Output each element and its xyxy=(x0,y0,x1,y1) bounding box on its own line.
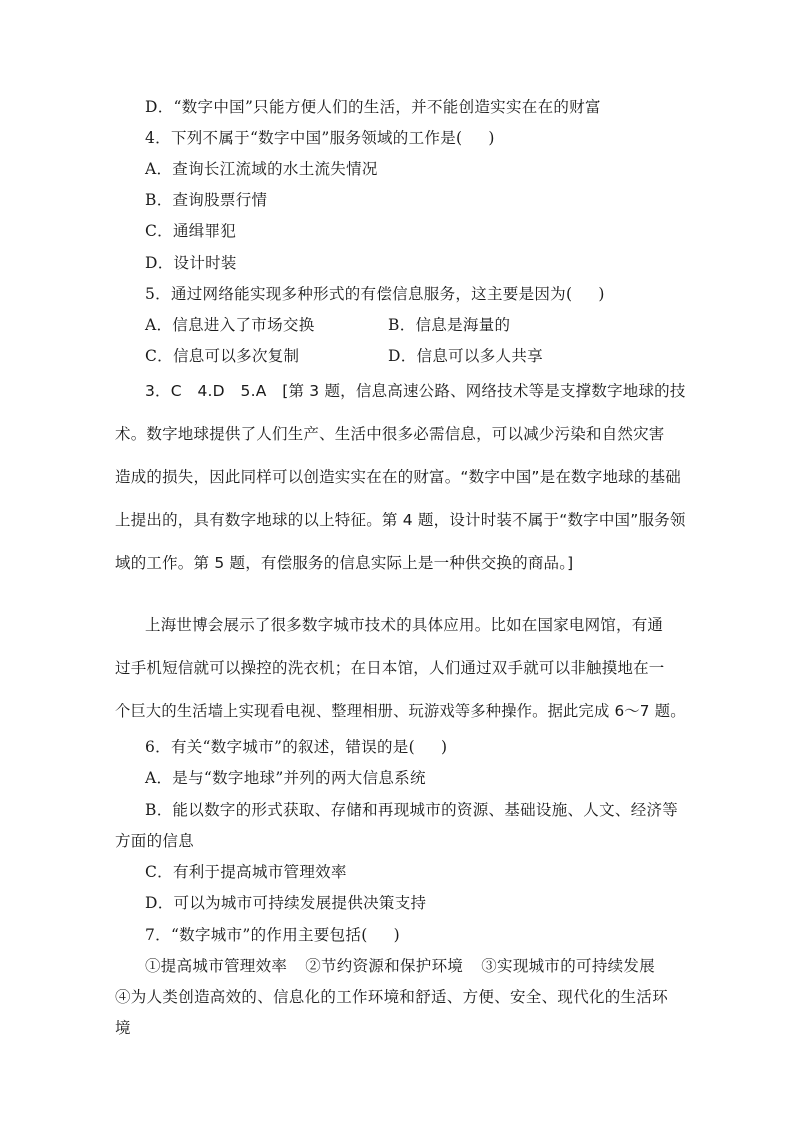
q4-option-d: D．设计时装 xyxy=(145,254,237,272)
q6-stem-text: 6．有关“数字城市”的叙述，错误的是( xyxy=(145,738,415,756)
q7-item-3: ③实现城市的可持续发展 xyxy=(481,957,656,975)
q5-stem-text: 5．通过网络能实现多种形式的有偿信息服务，这主要是因为( xyxy=(145,285,573,303)
q6-option-b-line-1: B．能以数字的形式获取、存储和再现城市的资源、基础设施、人文、经济等 xyxy=(145,801,679,819)
answer-line-1: 3．C 4.D 5.A [第 3 题，信息高速公路、网络技术等是支撑数字地球的技 xyxy=(145,382,686,400)
answer-line-4: 上提出的，具有数字地球的以上特征。第 4 题，设计时装不属于“数字中国”服务领 xyxy=(115,511,686,529)
passage-line-2: 过手机短信就可以操控的洗衣机；在日本馆，人们通过双手就可以非触摸地在一 xyxy=(115,659,665,677)
q6-option-b-line-2: 方面的信息 xyxy=(115,832,195,850)
q4-stem-text: 4．下列不属于“数字中国”服务领域的工作是( xyxy=(145,129,463,147)
q5-options-row-2 xyxy=(145,346,543,366)
q5-stem xyxy=(145,284,605,304)
q5-options-row-1 xyxy=(145,315,511,335)
q4-stem xyxy=(145,128,495,148)
q7-item-4-line-1: ④为人类创造高效的、信息化的工作环境和舒适、方便、安全、现代化的生活环 xyxy=(115,988,669,1006)
q7-item-1: ①提高城市管理效率 xyxy=(145,957,288,975)
q7-stem-close: ) xyxy=(393,926,400,944)
answer-line-2: 术。数字地球提供了人们生产、生活中很多必需信息，可以减少污染和自然灾害 xyxy=(115,425,665,443)
passage-line-1: 上海世博会展示了很多数字城市技术的具体应用。比如在国家电网馆，有通 xyxy=(145,616,664,634)
q4-option-b: B．查询股票行情 xyxy=(145,191,268,209)
q5-stem-close: ) xyxy=(598,285,605,303)
q5-option-d: D．信息可以多人共享 xyxy=(388,347,543,365)
q7-stem-text: 7．“数字城市”的作用主要包括( xyxy=(145,926,368,944)
answer-line-3: 造成的损失，因此同样可以创造实实在在的财富。“数字中国”是在数字地球的基础 xyxy=(115,468,681,486)
q7-item-2: ②节约资源和保护环境 xyxy=(305,957,464,975)
q4-option-c: C．通缉罪犯 xyxy=(145,222,237,240)
q4-stem-close: ) xyxy=(488,129,495,147)
q6-option-c: C．有利于提高城市管理效率 xyxy=(145,863,347,881)
q7-stem xyxy=(145,925,400,945)
passage-line-3: 个巨大的生活墙上实现看电视、整理相册、玩游戏等多种操作。据此完成 6～7 题。 xyxy=(115,702,686,720)
q6-option-d: D．可以为城市可持续发展提供决策支持 xyxy=(145,894,427,912)
q6-stem-close: ) xyxy=(440,738,448,756)
q5-option-c: C．信息可以多次复制 xyxy=(145,347,300,365)
q7-items-row xyxy=(145,956,655,976)
q5-option-b: B．信息是海量的 xyxy=(388,316,511,334)
q5-option-a: A．信息进入了市场交换 xyxy=(145,316,315,334)
q7-item-4-line-2: 境 xyxy=(115,1019,131,1037)
q3-option-d: D．“数字中国”只能方便人们的生活，并不能创造实实在在的财富 xyxy=(145,98,601,116)
q4-option-a: A．查询长江流域的水土流失情况 xyxy=(145,160,378,178)
q6-stem xyxy=(145,737,447,757)
answer-line-5: 域的工作。第 5 题，有偿服务的信息实际上是一种供交换的商品。] xyxy=(115,554,574,572)
q6-option-a: A．是与“数字地球”并列的两大信息系统 xyxy=(145,769,426,787)
